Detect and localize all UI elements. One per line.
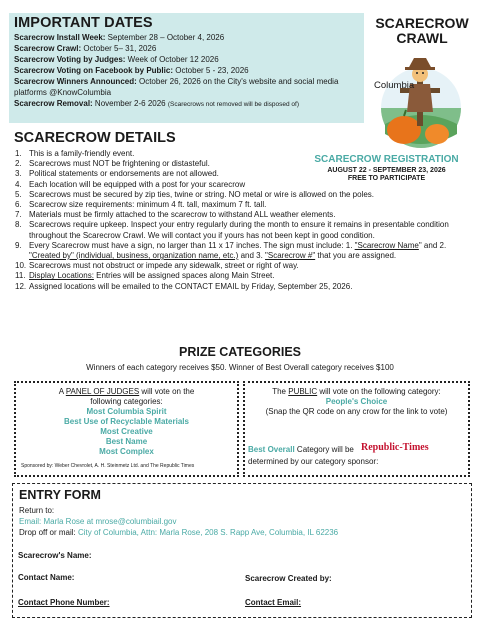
rule-item: 11. Display Locations: Entries will be assigned spaces along Main Street. [15,271,275,281]
date-facebook: Scarecrow Voting on Facebook by Public: October 5 - 23, 2026 [14,66,249,75]
peoples-choice: People's Choice [325,397,388,406]
scarecrow-crawl-title: SCARECROW CRAWL [375,15,469,46]
date-install: Scarecrow Install Week: September 28 – October 4, 2026 [14,33,225,42]
public-intro: The PUBLIC will vote on the following category: [272,387,441,396]
rule-item: 8. Scarecrows require upkeep. Inspect your entry regularly during the month to ensure it remains in presentable condition throughout the Scarecrow Crawl. We will contact you if yours has not been kept in good condition. [15,220,449,240]
rule-item: 2. Scarecrows must NOT be frightening or distasteful. [15,159,210,169]
logo-columbia-text: Columbia [374,80,415,91]
contact-phone-field[interactable]: Contact Phone Number: [18,598,110,607]
rule-item: 7. Materials must be firmly attached to the scarecrow to withstand ALL weather elements. [15,210,336,220]
registration-title: SCARECROW REGISTRATION [314,154,459,165]
entry-form-title: ENTRY FORM [19,488,101,502]
contact-email-field[interactable]: Contact Email: [245,598,302,607]
best-overall-text: Best Overall Category will be determined by our category sponsor: [248,445,379,466]
prize-categories-subtitle: Winners of each category receives $50. Winner of Best Overall category receives $100 [86,363,394,372]
scarecrow-name-field[interactable]: Scarecrow's Name: [18,551,92,560]
scarecrow-details-title: SCARECROW DETAILS [14,130,176,146]
important-dates-box [9,13,364,123]
date-removal: Scarecrow Removal: November 2-6 2026 (Scarecrows not removed will be disposed of) [14,99,299,108]
registration-dates: AUGUST 22 - SEPTEMBER 23, 2026 [327,167,446,174]
rule-item: 4. Each location will be equipped with a post for your scarecrow [15,179,246,189]
category-item: Best Use of Recyclable Materials [64,417,189,426]
prize-categories-title: PRIZE CATEGORIES [178,345,301,359]
public-category-box [243,381,470,477]
rule-item: 3. Political statements or endorsements are not allowed. [15,169,219,179]
rule-item: 6. Scarecrow size requirements: minimum 4 ft. tall, maximum 7 ft. tall. [15,200,267,210]
category-item: Best Name [105,437,148,446]
date-crawl: Scarecrow Crawl: October 5– 31, 2026 [14,44,157,53]
category-item: Most Complex [99,447,154,456]
judges-intro: A PANEL OF JUDGES will vote on the [58,387,195,396]
rule-item: 1. This is a family-friendly event. [15,149,135,158]
scarecrow-logo-icon [370,42,472,150]
category-item: Most Creative [100,427,153,436]
drop-off-line: Drop off or mail: City of Columbia, Attn: Marla Rose, 208 S. Rapp Ave, Columbia, IL 62236 [19,528,339,537]
return-to: Return to: [19,506,55,515]
judges-intro-2: following categories: [90,397,163,406]
sponsors-line: Sponsored by: Weber Chevrolet, A. H. Steinmetz Ltd. and The Republic Times [21,463,195,469]
email-line: Email: Marla Rose at mrose@columbiail.gov [19,517,177,526]
rule-item: 5. Scarecrows must be secured by zip ties, twine or string. NO metal or wire is allowed on the poles. [15,189,375,199]
judges-categories-box [14,381,239,477]
rule-item: 9. Every Scarecrow must have a sign, no larger than 11 x 17 inches. The sign must include: 1. "Scarecrow Name" and 2. "Created by" (individual, business, organization name, etc.) and 3. "Scarecrow #" that you are assigned. [15,240,447,261]
date-judges: Scarecrow Voting by Judges: Week of October 12 2026 [14,55,219,64]
contact-name-field[interactable]: Contact Name: [18,573,75,582]
qr-note: (Snap the QR code on any crow for the link to vote) [265,407,448,416]
rule-item: 12. Assigned locations will be emailed to the CONTACT EMAIL by Friday, September 25, 2026. [15,281,353,291]
category-item: Most Columbia Spirit [86,407,167,416]
republic-times-logo: Republic-Times [361,442,429,453]
rule-item: 10. Scarecrows must not obstruct or impede any sidewalk, street or right of way. [15,261,299,271]
important-dates-title: IMPORTANT DATES [14,15,153,31]
date-winners: Scarecrow Winners Announced: October 26, 2026 on the City's website and social media platforms @KnowColumbia [14,77,339,97]
created-by-field[interactable]: Scarecrow Created by: [245,574,332,583]
rules-list [15,149,475,292]
registration-free: FREE TO PARTICIPATE [347,175,426,182]
